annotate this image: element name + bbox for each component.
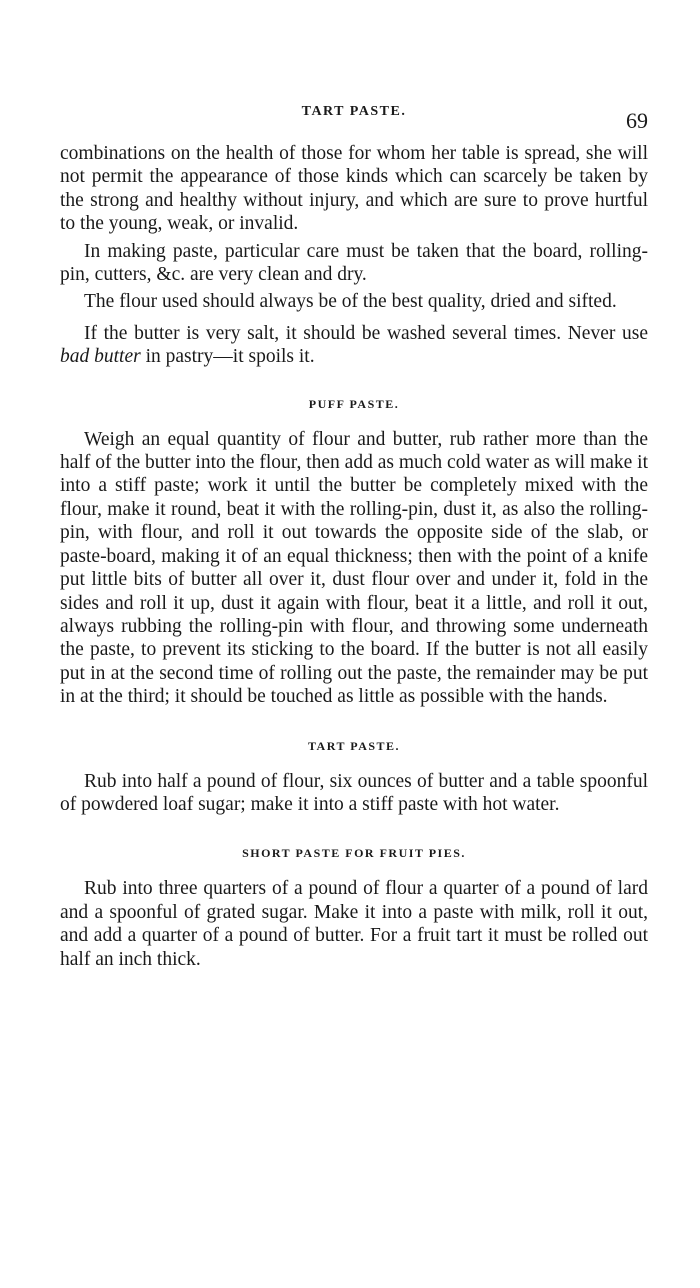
page-number: 69: [626, 108, 648, 133]
intro-paragraph-board: In making paste, particular care must be taken that the board, rolling-pin, cutters, &c. are very clean and dry.: [60, 240, 648, 286]
running-head: TART PASTE.: [301, 104, 407, 119]
butter-text-start: If the butter is very salt, it should be washed several times. Never use: [84, 322, 648, 344]
section-text-short-paste: Rub into three quarters of a pound of flour a quarter of a pound of lard and a spoonful of grated sugar. Make it into a paste with milk, roll it out, and add a quarter of a pound of butter. For a fruit tart it must be rolled out half an inch thick.: [60, 878, 648, 970]
section-text-tart-paste: Rub into half a pound of flour, six ounces of butter and a table spoonful of powdered loaf sugar; make it into a stiff paste with hot water.: [60, 770, 648, 815]
intro-paragraph-flour: The flour used should always be of the best quality, dried and sifted.: [84, 291, 617, 313]
butter-text-end: in pastry—it spoils it.: [140, 346, 315, 368]
section-heading-tart-paste: TART PASTE.: [307, 738, 401, 753]
book-page: [60, 0, 648, 1288]
section-heading-puff-paste: PUFF PASTE.: [308, 396, 400, 411]
page-content: [60, 142, 648, 971]
section-heading-short-paste: SHORT PASTE FOR FRUIT PIES.: [242, 846, 466, 861]
section-text-puff-paste: Weigh an equal quantity of flour and butter, rub rather more than the half of the butter into the flour, then add as much cold water as will make it into a stiff paste; work it until the butter be completely mixed with the flour, make it round, beat it with the rolling-pin, dust it, as also the rolling-pin, with flour, and roll it out towards the opposite side of the slab, or paste-board, making it of an equal thickness; then with the point of a knife put little bits of butter all over it, dust flour over and under it, fold in the sides and roll it up, dust it again with flour, beat it a little, and roll it out, always rubbing the rolling-pin with flour, and throwing some underneath the paste, to prevent its sticking to the board. If the butter is not all easily put in at the second time of rolling out the paste, the remainder may be put in at the third; it should be touched as little as possible with the hands.: [60, 428, 648, 708]
bad-butter-emphasis: bad butter: [60, 346, 141, 368]
intro-paragraph-butter: [60, 322, 648, 369]
intro-paragraph-continued: combinations on the health of those for whom her table is spread, she will not permit the appearance of those kinds which can scarcely be taken by the strong and healthy without injury, and which are sure to prove hurtful to the young, weak, or invalid.: [60, 143, 648, 235]
